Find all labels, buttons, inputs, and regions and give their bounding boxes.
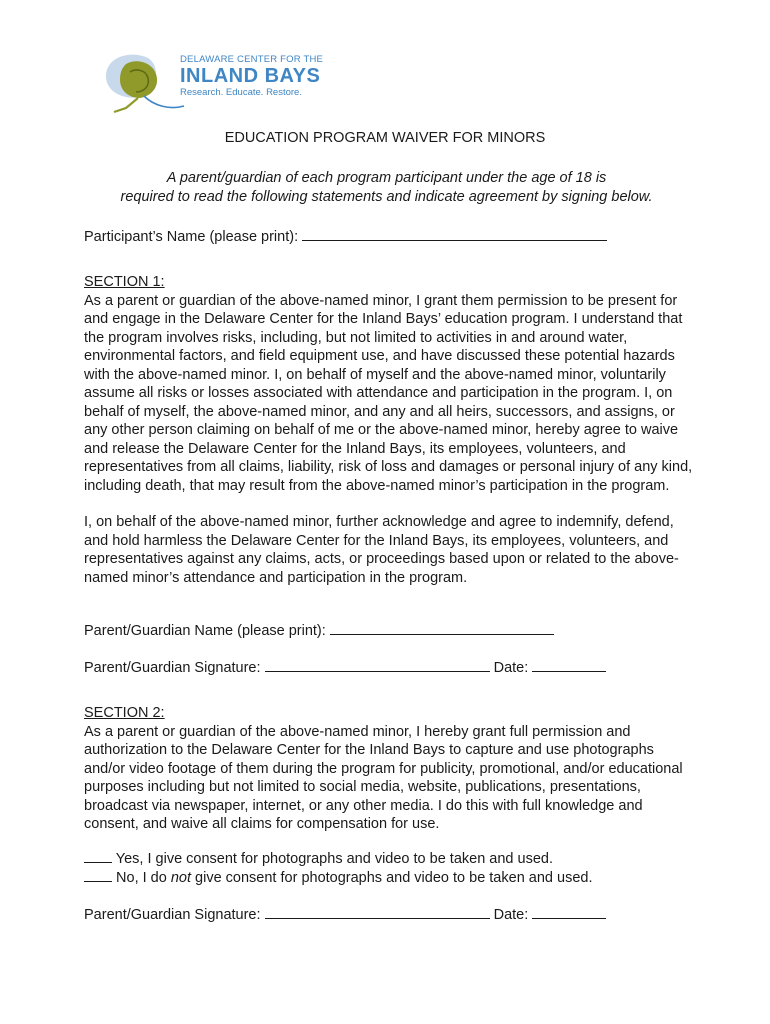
logo — [96, 50, 324, 120]
logo-subtitle: DELAWARE CENTER FOR THE — [180, 54, 324, 65]
section-1-paragraph-1: As a parent or guardian of the above-named minor, I grant them permission to be present for and engage in the Delaware Center for the Inland Bays’ education program. I understand that the program involves risks, including, but not limited to activities in and around water, environmental factors, and field equipment use, and have discussed these potential hazards with the above-named minor. I, on behalf of myself and the above-named minor, voluntarily assume all risks or losses associated with attendance and participation in the program. I, on behalf of myself, the above-named minor, and any and all heirs, successors, and assigns, or any other person claiming on behalf of me or the above-named minor, hereby agree to waive and release the Delaware Center for the Inland Bays, its employees, volunteers, and representatives from all claims, liability, risk of loss and damages or personal injury of any kind, including death, that may result from the above-named minor’s participation in the program. — [84, 292, 693, 494]
section-2-signature-row — [84, 906, 694, 925]
consent-no-text-post: give consent for photographs and video to be taken and used. — [195, 869, 593, 886]
consent-yes-text: Yes, I give consent for photographs and video to be taken and used. — [115, 851, 553, 867]
consent-no-text-pre: No, I do — [116, 869, 167, 886]
date-label-2: Date: — [493, 907, 529, 923]
section-2-heading: SECTION 2: — [84, 705, 165, 721]
consent-yes-option — [84, 850, 694, 869]
section-1 — [84, 273, 694, 587]
signature-field-2[interactable] — [265, 906, 490, 919]
horseshoe-crab-icon — [96, 50, 186, 120]
signature-label-2: Parent/Guardian Signature: — [84, 907, 261, 923]
logo-name: INLAND BAYS — [180, 65, 321, 87]
logo-tagline: Research. Educate. Restore. — [180, 87, 302, 98]
participant-name-row — [84, 228, 694, 247]
participant-name-label: Participant’s Name (please print): — [84, 229, 299, 245]
date-label: Date: — [493, 660, 529, 676]
date-field[interactable] — [532, 659, 606, 672]
guardian-name-row — [84, 622, 694, 641]
consent-yes-blank[interactable] — [84, 850, 112, 863]
section-1-signature-row — [84, 659, 694, 678]
consent-options — [84, 850, 694, 887]
intro-line-1: A parent/guardian of each program participant under the age of 18 is — [166, 170, 607, 186]
consent-no-option — [84, 869, 694, 888]
section-1-paragraph-2: I, on behalf of the above-named minor, further acknowledge and agree to indemnify, defend, and hold harmless the Delaware Center for the Inland Bays, its employees, volunteers, and representatives against any claims, acts, or proceedings based upon or related to the above-named minor’s attendance and participation in the program. — [84, 514, 679, 586]
consent-no-blank[interactable] — [84, 869, 112, 882]
intro-text — [84, 169, 689, 206]
date-field-2[interactable] — [532, 906, 606, 919]
section-2 — [84, 704, 694, 834]
consent-no-text-emphasis: not — [170, 869, 192, 886]
section-1-heading: SECTION 1: — [84, 274, 165, 290]
guardian-name-label: Parent/Guardian Name (please print): — [84, 623, 326, 639]
guardian-name-field[interactable] — [330, 622, 554, 635]
document-title: EDUCATION PROGRAM WAIVER FOR MINORS — [224, 130, 546, 146]
section-2-paragraph-1: As a parent or guardian of the above-named minor, I hereby grant full permission and authorization to the Delaware Center for the Inland Bays to capture and use photographs and/or video footage of them during the program for publicity, promotional, and/or educational purposes including but not limited to social media, website, publications, presentations, broadcast via newspaper, internet, or any other media. I do this with full knowledge and consent, and waive all claims for compensation for use. — [84, 723, 683, 832]
signature-field[interactable] — [265, 659, 490, 672]
signature-label: Parent/Guardian Signature: — [84, 660, 261, 676]
intro-line-2: required to read the following statements and indicate agreement by signing below. — [120, 188, 653, 205]
participant-name-field[interactable] — [302, 228, 607, 241]
